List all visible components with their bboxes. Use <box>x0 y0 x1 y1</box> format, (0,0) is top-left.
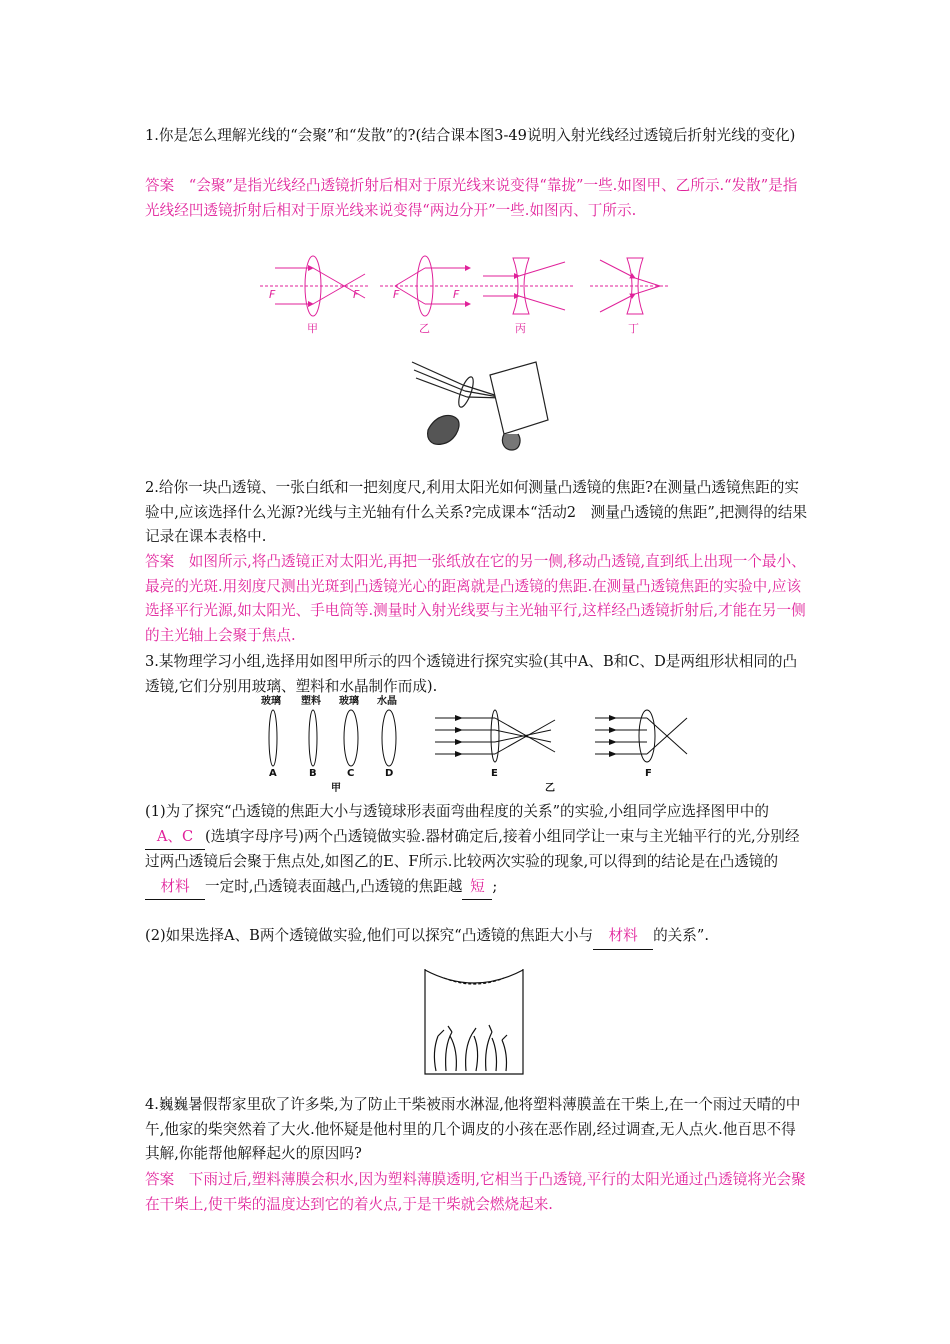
fig-label-ding: 丁 <box>628 322 639 335</box>
fig-label-bing: 丙 <box>515 322 526 335</box>
blank-answer: 材料 <box>160 877 190 895</box>
q3-sub2: (2)如果选择A、B两个透镜做实验,他们可以探究“凸透镜的焦距大小与 材料 的关系”. <box>145 924 810 950</box>
lens-diagrams-figure <box>255 250 675 336</box>
q1-text: 1.你是怎么理解光线的“会聚”和“发散”的?(结合课本图3-49说明入射光线经过透镜后折射光线的变化) <box>145 127 796 144</box>
blank-answer: 短 <box>470 877 485 895</box>
focus-label: F <box>269 288 276 301</box>
lens-letter: A <box>269 768 277 779</box>
focus-label: F <box>393 288 400 301</box>
fig-label-yi: 乙 <box>545 783 555 794</box>
q4-text: 4.巍巍暑假帮家里砍了许多柴,为了防止干柴被雨水淋湿,他将塑料薄膜盖在干柴上,在一个雨过天晴的中午,他家的柴突然着了大火.他怀疑是他村里的几个调皮的小孩在恶作剧,经过调查,无人点火.他百思不得其解,你能帮他解释起火的原因吗? <box>145 1096 801 1163</box>
material-label: 水晶 <box>377 696 397 707</box>
lens-label-e: E <box>491 768 498 779</box>
fig-label-yi: 乙 <box>419 322 430 335</box>
q2-text: 2.给你一块凸透镜、一张白纸和一把刻度尺,利用太阳光如何测量凸透镜的焦距?在测量凸透镜焦距的实验中,应该选择什么光源?光线与主光轴有什么关系?完成课本“活动2 测量凸透镜的焦距”,把测得的结果记录在课本表格中. <box>145 479 808 546</box>
focus-label: F <box>453 288 460 301</box>
lens-letter: D <box>385 768 394 779</box>
material-label: 玻璃 <box>339 696 359 707</box>
q2-answer: 答案 如图所示,将凸透镜正对太阳光,再把一张纸放在它的另一侧,移动凸透镜,直到纸上出现一个最小、最亮的光斑.用刻度尺测出光斑到凸透镜光心的距离就是凸透镜的焦距.在测量凸透镜焦距的实验中,应该选择平行光源,如太阳光、手电筒等.测量时入射光线要与主光轴平行,这样经凸透镜折射后,才能在另一侧的主光轴上会聚于焦点. <box>145 553 806 644</box>
q4-answer: 答案 下雨过后,塑料薄膜会积水,因为塑料薄膜透明,它相当于凸透镜,平行的太阳光通过凸透镜将光会聚在干柴上,使干柴的温度达到它的着火点,于是干柴就会燃烧起来. <box>145 1171 806 1213</box>
q1-answer: 答案 “会聚”是指光线经凸透镜折射后相对于原光线来说变得“靠拢”一些.如图甲、乙所示.“发散”是指光线经凹透镜折射后相对于原光线来说变得“两边分开”一些.如图丙、丁所示. <box>145 177 798 219</box>
material-label: 塑料 <box>301 696 321 707</box>
q3-sub1: (1)为了探究“凸透镜的焦距大小与透镜球形表面弯曲程度的关系”的实验,小组同学应选择图甲中的A、C (选填字母序号)两个凸透镜做实验.器材确定后,接着小组同学让一束与主光轴平行的光,分别经过两凸透镜后会聚于焦点处,如图乙的E、F所示.比较两次实验的现象,可以得到的结论是在凸透镜的材料 一定时,凸透镜表面越凸,凸透镜的焦距越 短 ; <box>145 800 810 900</box>
fig-label-jia: 甲 <box>307 322 318 335</box>
fig-label-jia: 甲 <box>331 783 341 794</box>
blank-answer: 材料 <box>608 927 638 944</box>
sunlight-focus-illustration <box>408 350 558 455</box>
lens-label-f: F <box>645 768 652 779</box>
lens-letter: B <box>309 768 317 779</box>
blank-answer: A、C <box>156 827 194 845</box>
q3-text: 3.某物理学习小组,选择用如图甲所示的四个透镜进行探究实验(其中A、B和C、D是两组形状相同的凸透镜,它们分别用玻璃、塑料和水晶制作而成). <box>145 653 798 695</box>
material-label: 玻璃 <box>261 696 281 707</box>
film-firewood-illustration <box>422 966 526 1078</box>
lens-experiment-figure <box>255 694 695 794</box>
focus-label: F <box>353 288 360 301</box>
lens-letter: C <box>347 768 355 779</box>
